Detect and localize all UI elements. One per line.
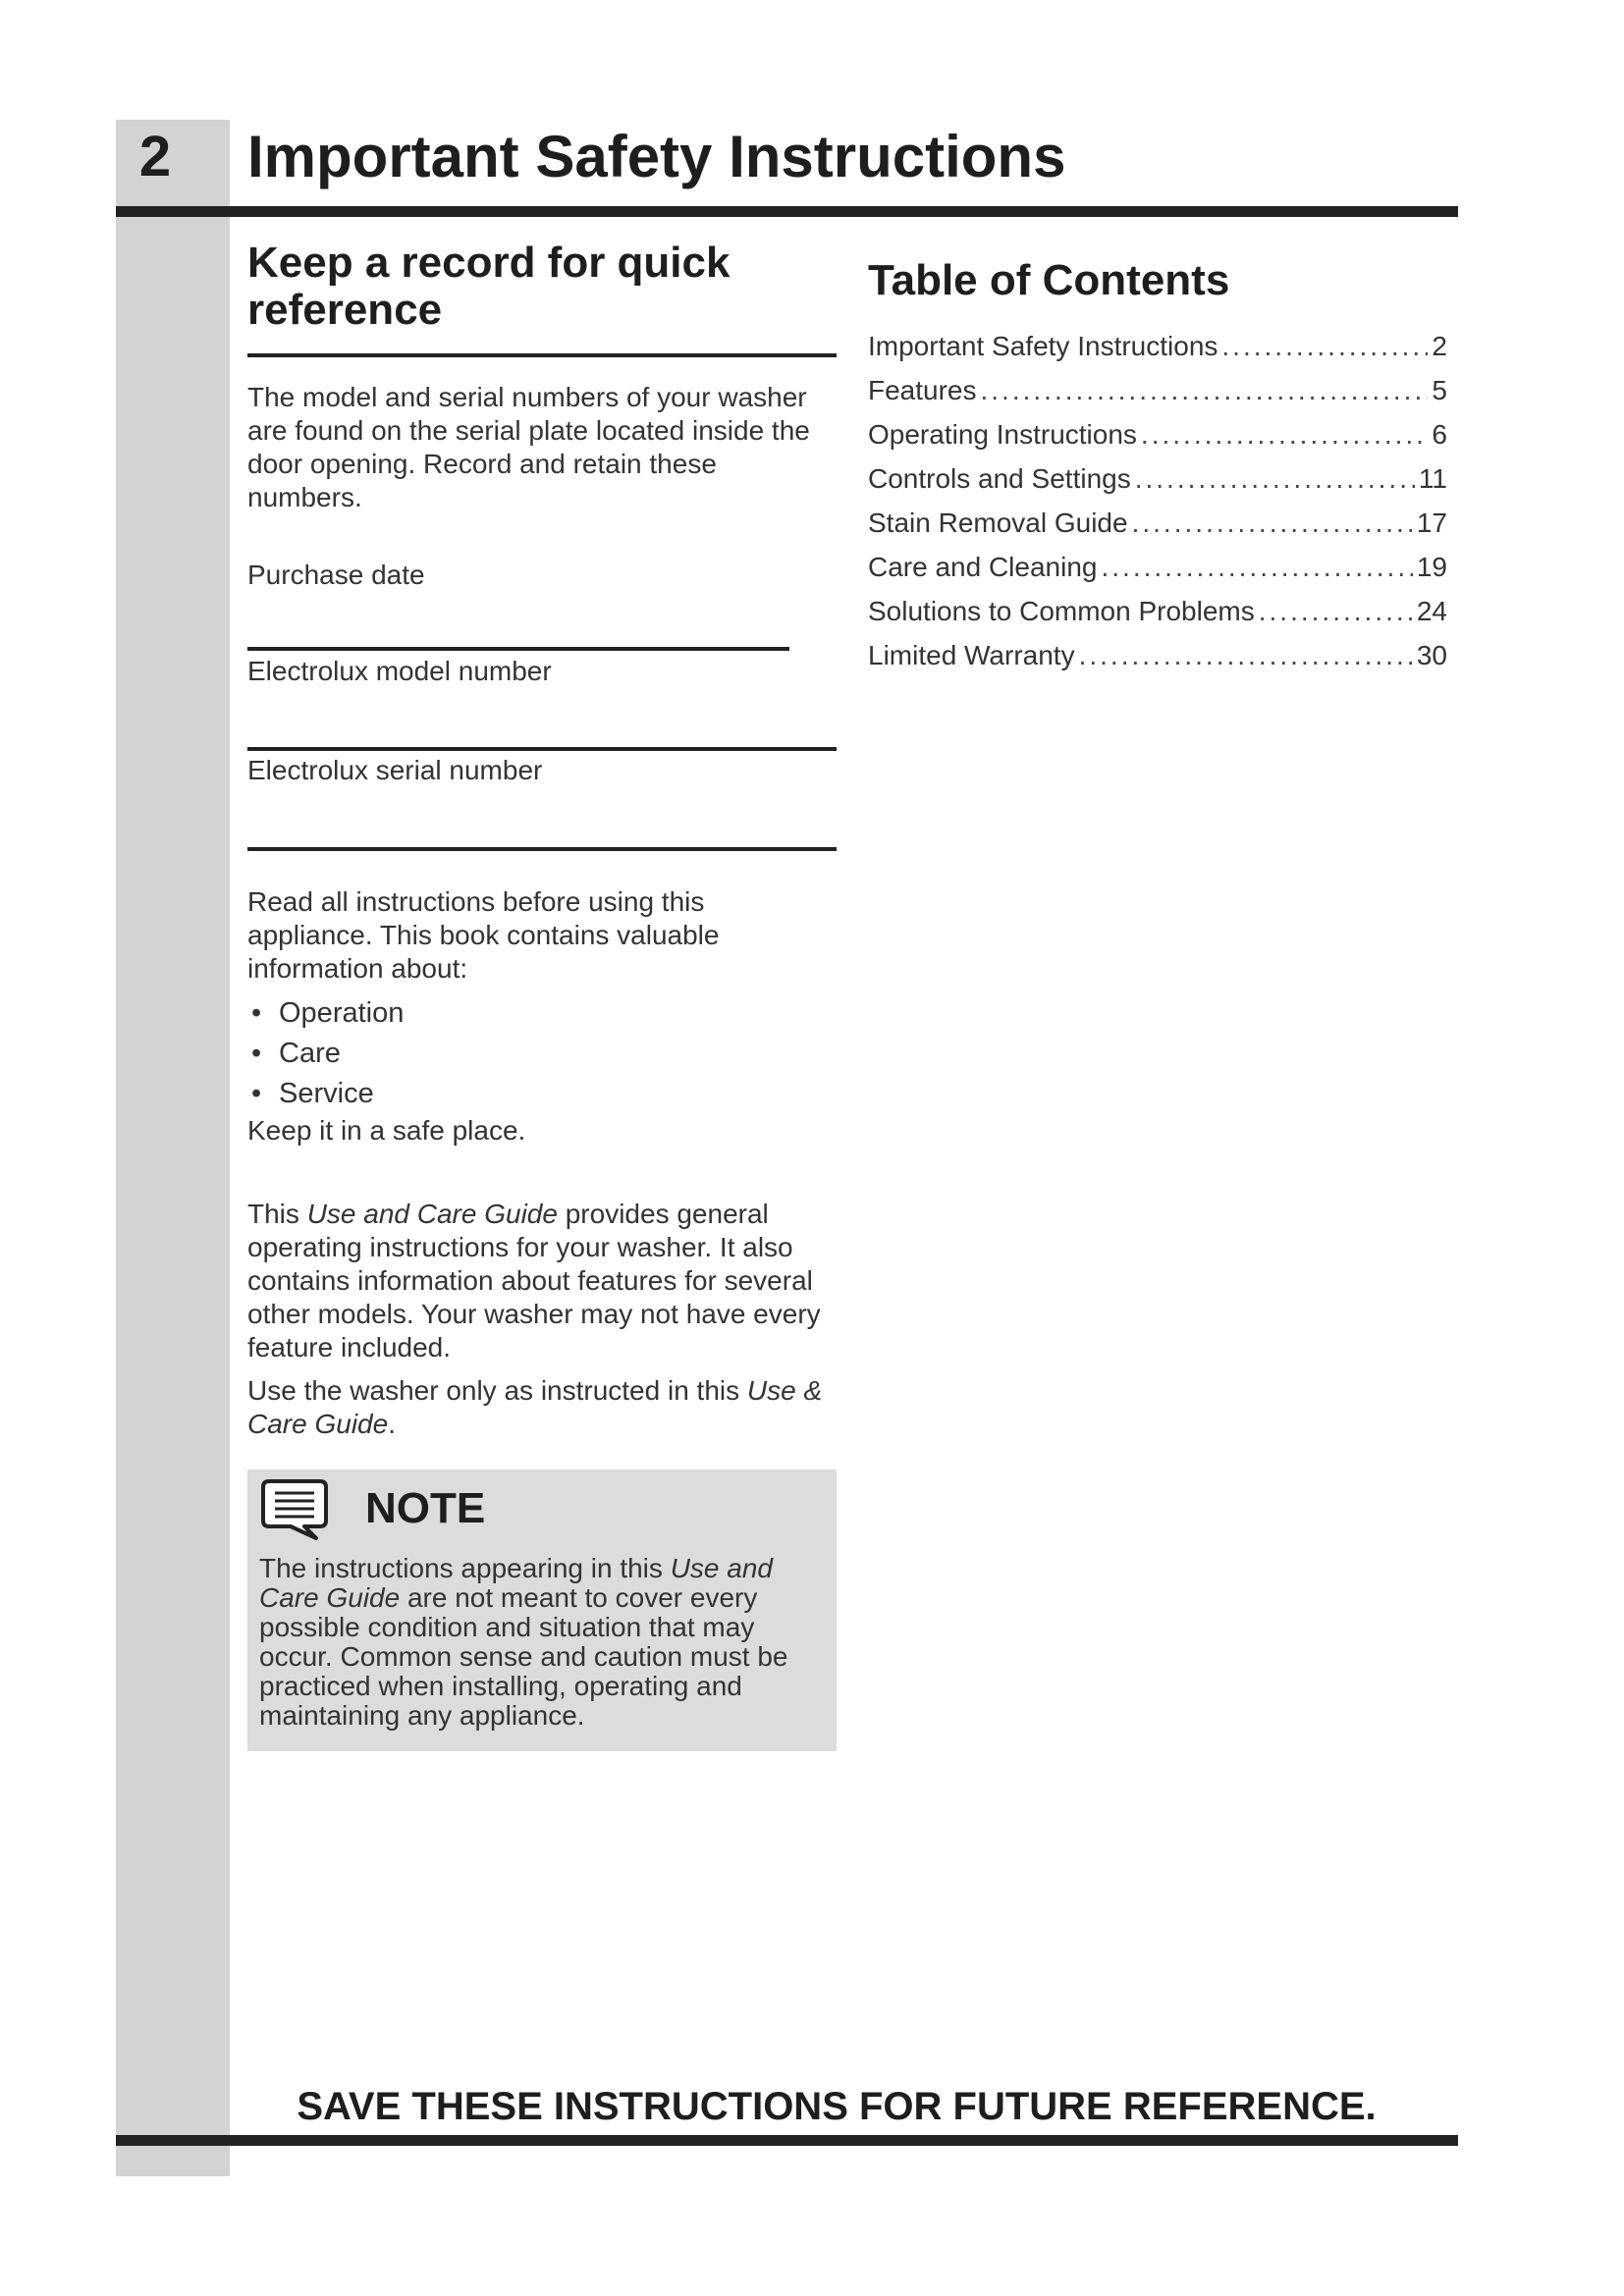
guide-section <box>247 1198 837 1441</box>
model-number-line <box>247 747 837 751</box>
model-number-label: Electrolux model number <box>247 656 552 686</box>
serial-number-label: Electrolux serial number <box>247 755 543 785</box>
page-number: 2 <box>138 125 172 188</box>
header-rule <box>116 206 1458 217</box>
guide-paragraph-2: Use the washer only as instructed in this Use & Care Guide. <box>247 1375 823 1439</box>
toc-entry[interactable]: Limited Warranty ..... 30 <box>868 633 1447 677</box>
toc-entry[interactable]: Controls and Settings ..... 11 <box>868 456 1447 501</box>
record-heading-rule <box>247 353 837 357</box>
page-title: Important Safety Instructions <box>247 124 1066 189</box>
toc-entry[interactable]: Care and Cleaning ..... 19 <box>868 545 1447 589</box>
bullet-icon: • <box>251 1038 262 1069</box>
read-all-outro: Keep it in a safe place. <box>247 1115 526 1146</box>
purchase-date-label: Purchase date <box>247 560 425 590</box>
record-section <box>247 240 837 514</box>
footer-rule <box>116 2135 1458 2146</box>
page-sidebar <box>116 120 230 2176</box>
toc-entry[interactable]: Stain Removal Guide ..... 17 <box>868 501 1447 545</box>
note-box <box>247 1469 837 1751</box>
note-title: NOTE <box>365 1484 486 1532</box>
list-item: • Service <box>247 1074 837 1114</box>
guide-paragraph-1: This Use and Care Guide provides general operating instructions for your washer. It also contains information about features for several other models. Your washer may not have every feature included. <box>247 1199 821 1362</box>
list-item: • Care <box>247 1034 837 1074</box>
save-instructions-banner: SAVE THESE INSTRUCTIONS FOR FUTURE REFERENCE. <box>297 2085 1377 2128</box>
toc-entry[interactable]: Operating Instructions ..... 6 <box>868 412 1447 456</box>
purchase-date-line <box>247 647 789 651</box>
note-text: The instructions appearing in this Use and Care Guide are not meant to cover every possible condition and situation that may occur. Common sense and caution must be practiced when installing, operating and maintaining any appliance. <box>259 1553 788 1731</box>
topics-list <box>247 993 837 1114</box>
toc-entry[interactable]: Features ..... 5 <box>868 368 1447 412</box>
read-all-intro: Read all instructions before using this appliance. This book contains valuable information about: <box>247 886 720 984</box>
note-icon <box>259 1477 330 1542</box>
read-all-section <box>247 885 837 1148</box>
serial-number-line <box>247 847 837 851</box>
bullet-icon: • <box>251 1078 262 1109</box>
record-intro: The model and serial numbers of your washer are found on the serial plate located inside the door opening. Record and retain these numbers. <box>247 382 810 512</box>
bullet-icon: • <box>251 997 262 1029</box>
toc-entry[interactable]: Solutions to Common Problems ..... 24 <box>868 589 1447 633</box>
list-item: • Operation <box>247 993 837 1034</box>
toc-entry[interactable]: Important Safety Instructions ..... 2 <box>868 324 1447 368</box>
toc-heading: Table of Contents <box>868 256 1230 304</box>
record-heading: Keep a record for quick reference <box>247 239 731 334</box>
table-of-contents <box>868 257 1447 677</box>
